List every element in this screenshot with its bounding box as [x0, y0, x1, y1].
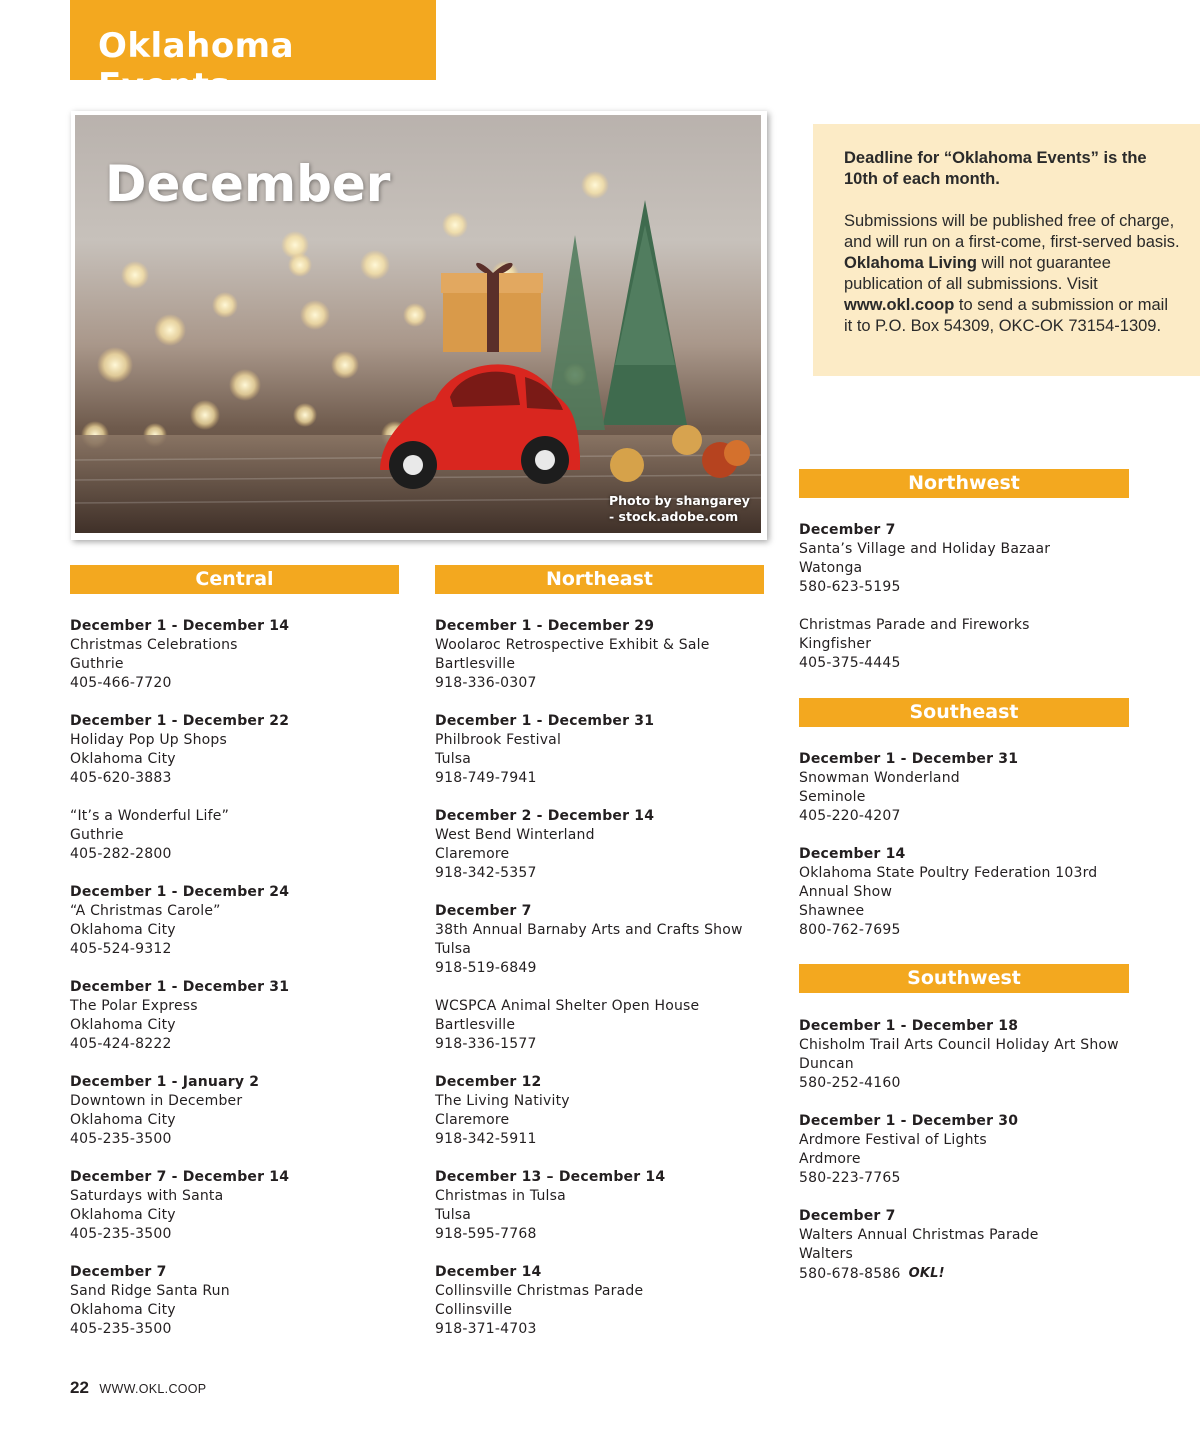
- event-detail-line: Tulsa: [435, 941, 472, 957]
- event-date: December 1 - December 31: [799, 751, 1019, 767]
- event-list-southeast: [799, 750, 1139, 959]
- event-item: [435, 1263, 775, 1339]
- page-number: 22: [70, 1378, 89, 1397]
- event-detail-line: Tulsa: [435, 1207, 472, 1223]
- event-item: [70, 978, 410, 1054]
- event-list-northwest: [799, 521, 1139, 692]
- publication-name: Oklahoma Living: [844, 254, 977, 272]
- event-detail-line: Philbrook Festival: [435, 732, 562, 748]
- event-detail-line: 918-749-7941: [435, 770, 537, 786]
- tree-icons: [545, 200, 687, 430]
- event-item: [70, 807, 410, 864]
- submission-text: Submissions will be published free of charge, and will run on a first-come, first-served basis.: [844, 212, 1180, 251]
- event-detail-line: Holiday Pop Up Shops: [70, 732, 228, 748]
- event-detail-line: Duncan: [799, 1056, 854, 1072]
- event-detail-line: Bartlesville: [435, 656, 516, 672]
- event-detail-line: Snowman Wonderland: [799, 770, 960, 786]
- event-detail-line: Downtown in December: [70, 1093, 243, 1109]
- event-detail-line: Oklahoma City: [70, 922, 176, 938]
- event-date: December 1 - December 24: [70, 884, 290, 900]
- event-date: December 7: [70, 1264, 167, 1280]
- event-list-central: [70, 617, 410, 1358]
- event-detail-line: Oklahoma City: [70, 1207, 176, 1223]
- region-header-northeast: Northeast: [435, 565, 764, 594]
- event-detail-line: 405-620-3883: [70, 770, 172, 786]
- event-detail-line: West Bend Winterland: [435, 827, 595, 843]
- event-date: December 1 - December 18: [799, 1018, 1019, 1034]
- event-item: [435, 617, 775, 693]
- event-detail-line: 580-623-5195: [799, 579, 901, 595]
- event-item: [435, 1073, 775, 1149]
- event-detail-line: 918-519-6849: [435, 960, 537, 976]
- event-detail-line: “A Christmas Carole”: [70, 903, 221, 919]
- event-detail-line: 405-220-4207: [799, 808, 901, 824]
- event-detail-line: 800-762-7695: [799, 922, 901, 938]
- event-detail-line: Saturdays with Santa: [70, 1188, 224, 1204]
- region-header-central: Central: [70, 565, 399, 594]
- event-date: December 2 - December 14: [435, 808, 655, 824]
- event-detail-line: Walters: [799, 1246, 853, 1262]
- event-item: [435, 807, 775, 883]
- event-detail-line: WCSPCA Animal Shelter Open House: [435, 998, 700, 1014]
- event-detail-line: Claremore: [435, 846, 510, 862]
- section-header-tab: [70, 0, 436, 106]
- event-date: December 1 - December 29: [435, 618, 655, 634]
- event-item: [435, 712, 775, 788]
- event-list-northeast: [435, 617, 775, 1358]
- event-detail-line: Annual Show: [799, 884, 893, 900]
- event-detail-line: Ardmore: [799, 1151, 861, 1167]
- region-header-southwest: Southwest: [799, 964, 1129, 993]
- event-item: [799, 750, 1139, 826]
- event-detail-line: Christmas in Tulsa: [435, 1188, 566, 1204]
- event-item: [799, 521, 1139, 597]
- website-link[interactable]: www.okl.coop: [844, 296, 955, 314]
- event-detail-line: The Living Nativity: [435, 1093, 570, 1109]
- event-date: December 7: [799, 1208, 896, 1224]
- event-detail-line: Ardmore Festival of Lights: [799, 1132, 987, 1148]
- deadline-heading: Deadline for “Oklahoma Events” is the 10th of each month.: [844, 149, 1147, 188]
- event-detail-line: Oklahoma City: [70, 1112, 176, 1128]
- event-detail-line: Oklahoma City: [70, 1017, 176, 1033]
- event-date: December 1 - December 30: [799, 1113, 1019, 1129]
- event-detail-line: Woolaroc Retrospective Exhibit & Sale: [435, 637, 710, 653]
- event-detail-line: 918-371-4703: [435, 1321, 537, 1337]
- event-detail-line: 405-524-9312: [70, 941, 172, 957]
- event-date: December 1 - December 22: [70, 713, 290, 729]
- event-detail-line: “It’s a Wonderful Life”: [70, 808, 230, 824]
- event-date: December 7 - December 14: [70, 1169, 290, 1185]
- event-detail-line: 405-466-7720: [70, 675, 172, 691]
- event-item: [70, 617, 410, 693]
- event-detail-line: 38th Annual Barnaby Arts and Crafts Show: [435, 922, 743, 938]
- event-detail-line: 918-336-0307: [435, 675, 537, 691]
- event-item: [70, 1073, 410, 1149]
- event-detail-line: Christmas Celebrations: [70, 637, 238, 653]
- event-item: [435, 902, 775, 978]
- deadline-notice: [813, 124, 1200, 376]
- submission-text: will not guarantee publication of all submissions. Visit: [844, 254, 1111, 293]
- event-date: December 1 - January 2: [70, 1074, 260, 1090]
- event-item: [435, 997, 775, 1054]
- page-footer: [70, 1378, 206, 1398]
- photo-month-title: December: [105, 155, 391, 213]
- event-detail-line: Collinsville: [435, 1302, 513, 1318]
- event-item: [70, 1168, 410, 1244]
- event-date: December 13 – December 14: [435, 1169, 666, 1185]
- event-item: [799, 1112, 1139, 1188]
- event-item: [799, 845, 1139, 940]
- event-detail-line: 405-375-4445: [799, 655, 901, 671]
- event-detail-line: Tulsa: [435, 751, 472, 767]
- event-detail-line: 405-235-3500: [70, 1131, 172, 1147]
- page-title: Oklahoma Events: [98, 26, 295, 106]
- photo-credit: [609, 493, 750, 525]
- event-item: [70, 883, 410, 959]
- photo-credit-line: Photo by shangarey: [609, 493, 750, 508]
- gift-box-icon: [441, 263, 543, 352]
- event-detail-line: Claremore: [435, 1112, 510, 1128]
- event-detail-line: 580-223-7765: [799, 1170, 901, 1186]
- submission-info: [844, 211, 1180, 337]
- event-detail-line: Watonga: [799, 560, 863, 576]
- event-item: [435, 1168, 775, 1244]
- event-detail-line: Santa’s Village and Holiday Bazaar: [799, 541, 1051, 557]
- event-detail-line: 405-282-2800: [70, 846, 172, 862]
- event-detail-line: Oklahoma City: [70, 1302, 176, 1318]
- region-header-northwest: Northwest: [799, 469, 1129, 498]
- event-detail-line: Oklahoma City: [70, 751, 176, 767]
- event-date: December 12: [435, 1074, 542, 1090]
- event-detail-line: 918-342-5911: [435, 1131, 537, 1147]
- event-date: December 14: [799, 846, 906, 862]
- event-detail-line: Bartlesville: [435, 1017, 516, 1033]
- event-item: [70, 712, 410, 788]
- event-detail-line: Shawnee: [799, 903, 865, 919]
- region-header-southeast: Southeast: [799, 698, 1129, 727]
- event-date: December 7: [435, 903, 532, 919]
- submission-text: to send a submission or mail it to P.O. Box 54309, OKC-OK 73154-1309.: [844, 296, 1168, 335]
- photo-credit-line: - stock.adobe.com: [609, 509, 739, 524]
- event-detail-line: Walters Annual Christmas Parade: [799, 1227, 1039, 1243]
- event-item: [799, 1017, 1139, 1093]
- event-detail-line: The Polar Express: [70, 998, 198, 1014]
- event-list-southwest: [799, 1017, 1139, 1303]
- event-date: December 1 - December 31: [435, 713, 655, 729]
- event-detail-line: 405-235-3500: [70, 1226, 172, 1242]
- christmas-car-photo: [75, 115, 761, 533]
- event-detail-line: Seminole: [799, 789, 866, 805]
- event-detail-line: 405-424-8222: [70, 1036, 172, 1052]
- event-date: December 7: [799, 522, 896, 538]
- event-detail-line: Collinsville Christmas Parade: [435, 1283, 644, 1299]
- event-detail-line: 580-678-8586: [799, 1266, 901, 1282]
- event-detail-line: 918-336-1577: [435, 1036, 537, 1052]
- event-date: December 1 - December 31: [70, 979, 290, 995]
- event-detail-line: Sand Ridge Santa Run: [70, 1283, 230, 1299]
- event-detail-line: 580-252-4160: [799, 1075, 901, 1091]
- event-date: December 1 - December 14: [70, 618, 290, 634]
- event-item: [70, 1263, 410, 1339]
- photo-frame: [71, 111, 767, 540]
- event-detail-line: Chisholm Trail Arts Council Holiday Art Show: [799, 1037, 1119, 1053]
- event-detail-line: 918-342-5357: [435, 865, 537, 881]
- event-detail-line: Oklahoma State Poultry Federation 103rd: [799, 865, 1098, 881]
- okl-end-logo: OKL!: [908, 1266, 945, 1281]
- event-detail-line: 405-235-3500: [70, 1321, 172, 1337]
- event-detail-line: Christmas Parade and Fireworks: [799, 617, 1030, 633]
- footer-url[interactable]: WWW.OKL.COOP: [99, 1382, 207, 1396]
- event-item: [799, 1207, 1139, 1284]
- event-item: [799, 616, 1139, 673]
- event-detail-line: 918-595-7768: [435, 1226, 537, 1242]
- event-detail-line: Guthrie: [70, 827, 124, 843]
- event-detail-line: Kingfisher: [799, 636, 872, 652]
- event-date: December 14: [435, 1264, 542, 1280]
- event-detail-line: Guthrie: [70, 656, 124, 672]
